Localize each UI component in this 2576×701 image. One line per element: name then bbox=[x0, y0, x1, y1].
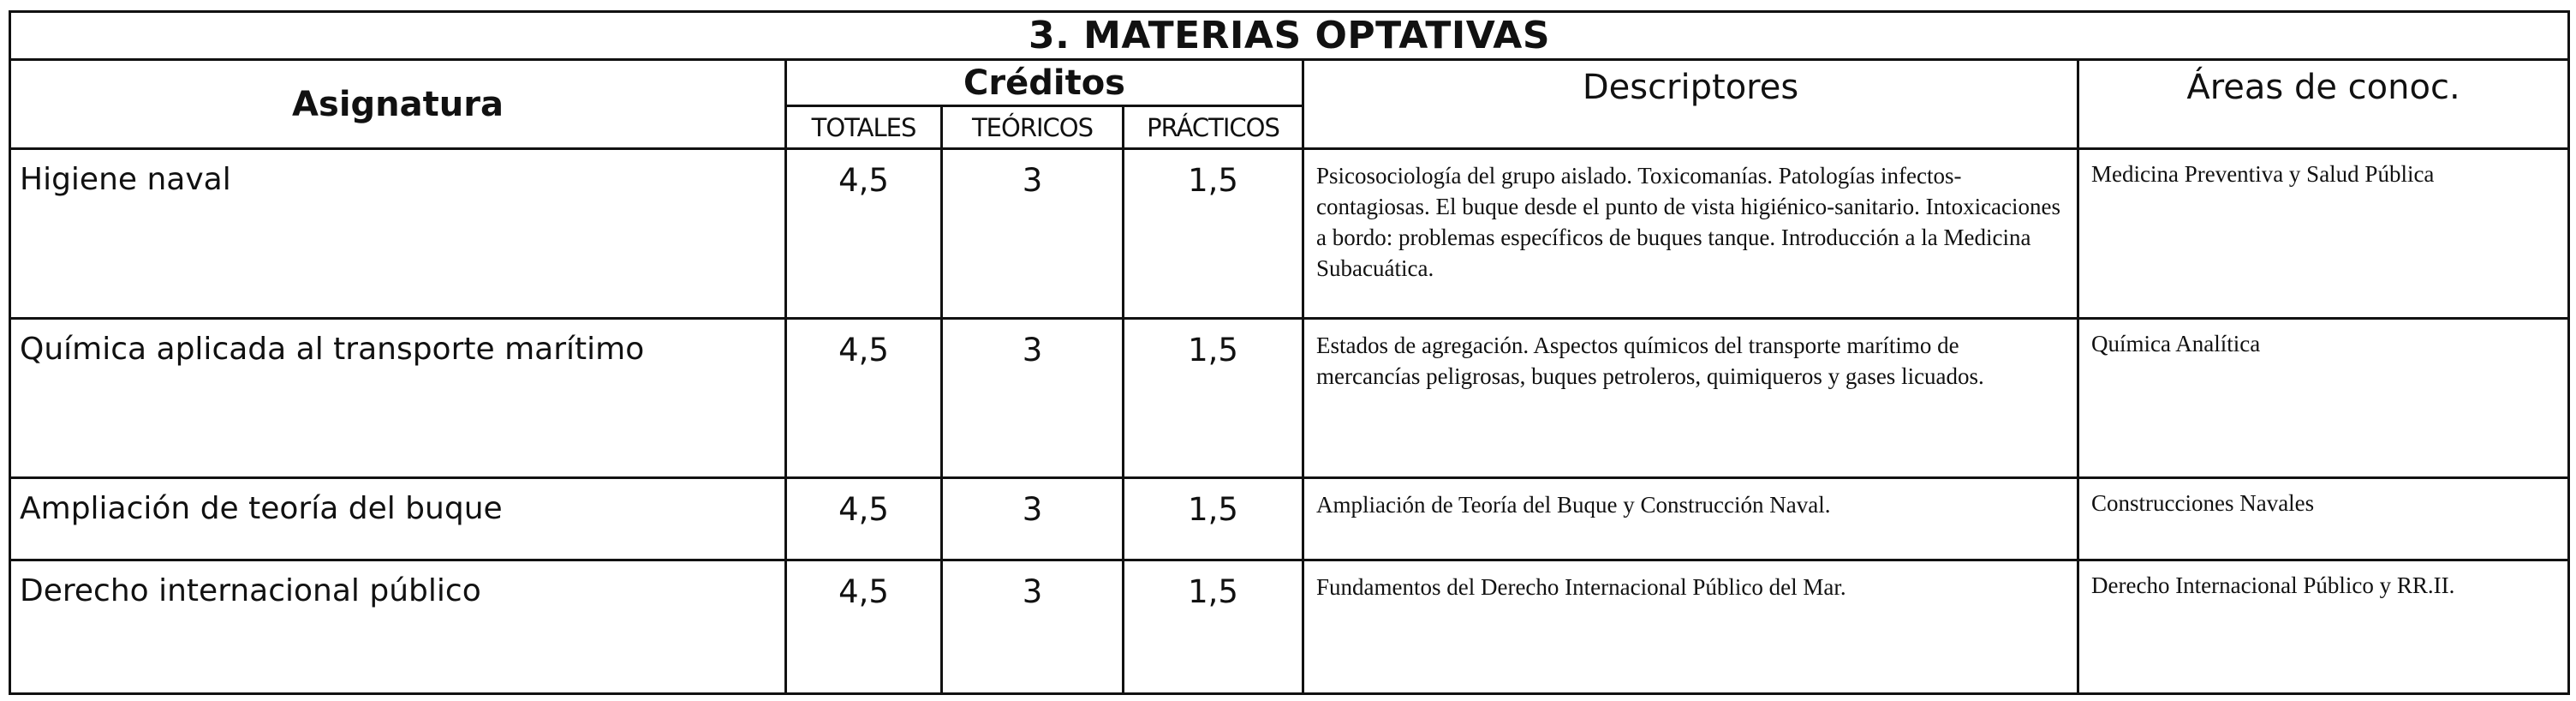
table-row bbox=[10, 560, 2569, 694]
cell-practicos: 1,5 bbox=[1124, 560, 1303, 694]
cell-practicos: 1,5 bbox=[1124, 319, 1303, 478]
table-row bbox=[10, 478, 2569, 560]
table-row bbox=[10, 149, 2569, 319]
cell-practicos: 1,5 bbox=[1124, 149, 1303, 319]
cell-asignatura: Higiene naval bbox=[10, 149, 786, 319]
optional-subjects-table bbox=[9, 10, 2570, 695]
cell-asignatura: Derecho internacional público bbox=[10, 560, 786, 694]
cell-teoricos: 3 bbox=[942, 149, 1124, 319]
cell-practicos: 1,5 bbox=[1124, 478, 1303, 560]
cell-totales: 4,5 bbox=[786, 149, 942, 319]
header-creditos: Créditos bbox=[786, 60, 1303, 106]
cell-asignatura: Ampliación de teoría del buque bbox=[10, 478, 786, 560]
header-practicos: PRÁCTICOS bbox=[1124, 106, 1303, 149]
cell-areas: Construcciones Navales bbox=[2078, 478, 2569, 560]
table-title: 3. MATERIAS OPTATIVAS bbox=[10, 12, 2569, 60]
cell-descriptores: Estados de agregación. Aspectos químicos del transporte marítimo de mercancías peligrosas, buques petroleros, quimiqueros y gases licuados. bbox=[1303, 319, 2078, 478]
header-teoricos: TEÓRICOS bbox=[942, 106, 1124, 149]
header-totales: TOTALES bbox=[786, 106, 942, 149]
cell-totales: 4,5 bbox=[786, 560, 942, 694]
table-row bbox=[10, 319, 2569, 478]
cell-descriptores: Psicosociología del grupo aislado. Toxicomanías. Patologías infectos-contagiosas. El buque desde el punto de vista higiénico-sanitario. Intoxicaciones a bordo: problemas específicos de buques tanque. Introducción a la Medicina Subacuática. bbox=[1303, 149, 2078, 319]
cell-teoricos: 3 bbox=[942, 478, 1124, 560]
header-descriptores: Descriptores bbox=[1303, 60, 2078, 149]
cell-areas: Química Analítica bbox=[2078, 319, 2569, 478]
cell-totales: 4,5 bbox=[786, 478, 942, 560]
cell-teoricos: 3 bbox=[942, 560, 1124, 694]
cell-descriptores: Fundamentos del Derecho Internacional Público del Mar. bbox=[1303, 560, 2078, 694]
header-areas: Áreas de conoc. bbox=[2078, 60, 2569, 149]
cell-descriptores: Ampliación de Teoría del Buque y Construcción Naval. bbox=[1303, 478, 2078, 560]
cell-totales: 4,5 bbox=[786, 319, 942, 478]
header-asignatura: Asignatura bbox=[10, 60, 786, 149]
cell-areas: Derecho Internacional Público y RR.II. bbox=[2078, 560, 2569, 694]
cell-teoricos: 3 bbox=[942, 319, 1124, 478]
cell-areas: Medicina Preventiva y Salud Pública bbox=[2078, 149, 2569, 319]
cell-asignatura: Química aplicada al transporte marítimo bbox=[10, 319, 786, 478]
